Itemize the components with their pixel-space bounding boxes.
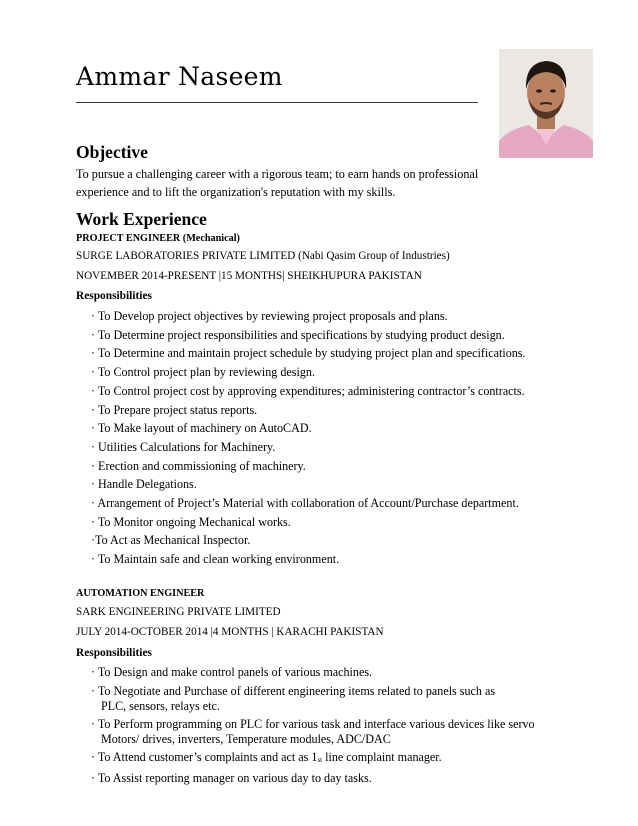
profile-photo (499, 49, 593, 158)
list-item (91, 749, 535, 769)
objective-heading: Objective (76, 142, 148, 162)
job1-title: PROJECT ENGINEER (Mechanical) (76, 233, 240, 244)
job1-responsibilities-heading: Responsibilities (76, 290, 152, 302)
list-item: · To Design and make control panels of various machines. (91, 665, 373, 679)
job2-period: JULY 2014-OCTOBER 2014 |4 MONTHS | KARACHI PAKISTAN (76, 626, 384, 638)
candidate-name: Ammar Naseem (76, 62, 283, 91)
objective-text (76, 165, 546, 201)
objective-line-2: experience and to lift the organization's reputation with my skills. (76, 185, 396, 199)
list-item-text-end: line complaint manager. (322, 749, 442, 764)
list-item: · To Determine and maintain project schedule by studying project plan and specifications. (91, 346, 526, 361)
list-item: · To Maintain safe and clean working environment. (91, 552, 340, 567)
list-item (91, 716, 535, 747)
list-item-continuation: Motors/ drives, inverters, Temperature modules, ADC/DAC (101, 731, 391, 746)
job2-title: AUTOMATION ENGINEER (76, 588, 205, 599)
list-item: · To Determine project responsibilities and specifications by studying product design. (91, 327, 505, 342)
list-item: · To Assist reporting manager on various day to day tasks. (91, 771, 372, 786)
list-item-line: · To Negotiate and Purchase of different engineering items related to panels such as (91, 683, 496, 698)
list-item: · Utilities Calculations for Machinery. (91, 439, 276, 454)
list-item: · To Develop project objectives by reviewing project proposals and plans. (91, 309, 448, 323)
list-item: · To Prepare project status reports. (91, 402, 258, 417)
job1-company: SURGE LABORATORIES PRIVATE LIMITED (Nabi Qasim Group of Industries) (76, 250, 450, 262)
objective-line-1: To pursue a challenging career with a rigorous team; to earn hands on professional (76, 167, 479, 181)
job1-responsibilities-list (91, 307, 526, 569)
list-item-continuation: PLC, sensors, relays etc. (101, 698, 220, 713)
list-item: · To Monitor ongoing Mechanical works. (91, 514, 291, 529)
job1-period: NOVEMBER 2014-PRESENT |15 MONTHS| SHEIKHUPURA PAKISTAN (76, 270, 422, 282)
list-item: · Arrangement of Project’s Material with collaboration of Account/Purchase department. (91, 496, 519, 511)
list-item-line: · To Perform programming on PLC for various task and interface various devices like servo (91, 716, 535, 731)
profile-photo-image (499, 49, 593, 158)
list-item-text: · To Attend customer’s complaints and act as 1 (91, 749, 318, 764)
work-experience-heading: Work Experience (76, 209, 207, 229)
list-item: · To Control project plan by reviewing design. (91, 365, 315, 380)
list-item: · To Control project cost by approving expenditures; administering contractor’s contracts. (91, 383, 525, 398)
list-item (91, 683, 535, 714)
superscript-st: st (317, 755, 323, 764)
list-item: · Erection and commissioning of machinery. (91, 458, 306, 473)
job2-responsibilities-heading: Responsibilities (76, 647, 152, 659)
list-item: · Handle Delegations. (91, 477, 197, 492)
job2-company: SARK ENGINEERING PRIVATE LIMITED (76, 606, 281, 618)
list-item: ·To Act as Mechanical Inspector. (91, 533, 251, 548)
name-underline (76, 102, 478, 103)
list-item: · To Make layout of machinery on AutoCAD. (91, 421, 312, 436)
job2-responsibilities-list (91, 664, 535, 789)
